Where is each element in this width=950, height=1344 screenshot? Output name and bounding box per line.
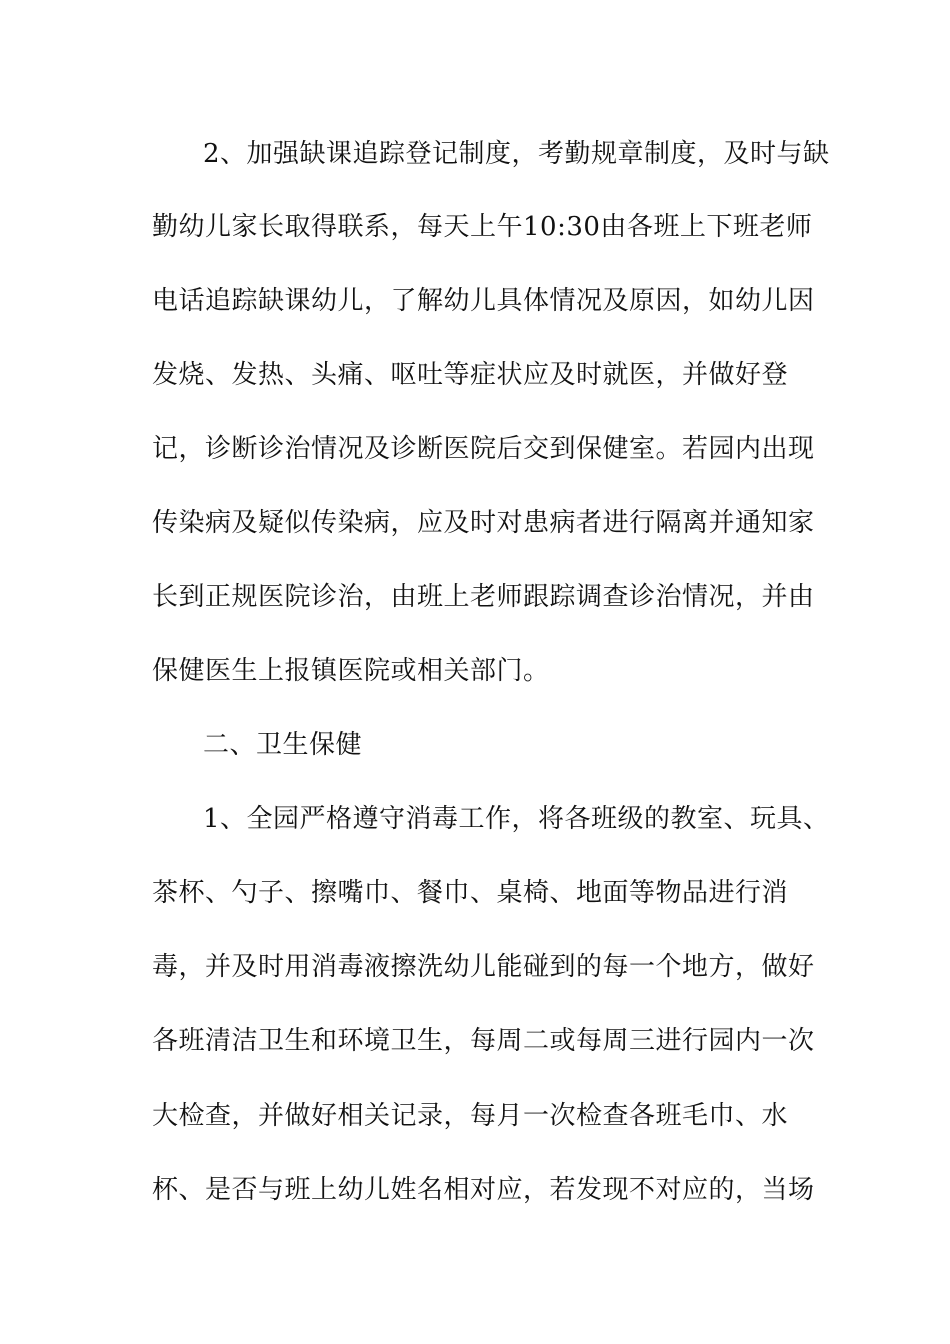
- paragraph-line: 1、全园严格遵守消毒工作，将各班级的教室、玩具、: [203, 804, 830, 834]
- paragraph-line: 传染病及疑似传染病，应及时对患病者进行隔离并通知家: [152, 508, 815, 538]
- paragraph-line: 茶杯、勺子、擦嘴巾、餐巾、桌椅、地面等物品进行消: [152, 878, 789, 908]
- paragraph-line: 记，诊断诊治情况及诊断医院后交到保健室。若园内出现: [152, 434, 815, 464]
- paragraph-line: 电话追踪缺课幼儿，了解幼儿具体情况及原因，如幼儿因: [152, 286, 815, 316]
- section-heading: 二、卫生保健: [203, 730, 363, 760]
- paragraph-line: 长到正规医院诊治，由班上老师跟踪调查诊治情况，并由: [152, 582, 815, 612]
- paragraph-line: 保健医生上报镇医院或相关部门。: [152, 656, 550, 686]
- paragraph-line: 杯、是否与班上幼儿姓名相对应，若发现不对应的，当场: [152, 1175, 815, 1205]
- paragraph-line: 大检查，并做好相关记录，每月一次检查各班毛巾、水: [152, 1101, 789, 1131]
- paragraph-line: 各班清洁卫生和环境卫生，每周二或每周三进行园内一次: [152, 1026, 815, 1056]
- paragraph-line: 发烧、发热、头痛、呕吐等症状应及时就医，并做好登: [152, 360, 789, 390]
- paragraph-line: 勤幼儿家长取得联系，每天上午10:30由各班上下班老师: [152, 212, 813, 242]
- paragraph-line: 毒，并及时用消毒液擦洗幼儿能碰到的每一个地方，做好: [152, 952, 815, 982]
- paragraph-line: 2、加强缺课追踪登记制度，考勤规章制度，及时与缺: [203, 139, 830, 169]
